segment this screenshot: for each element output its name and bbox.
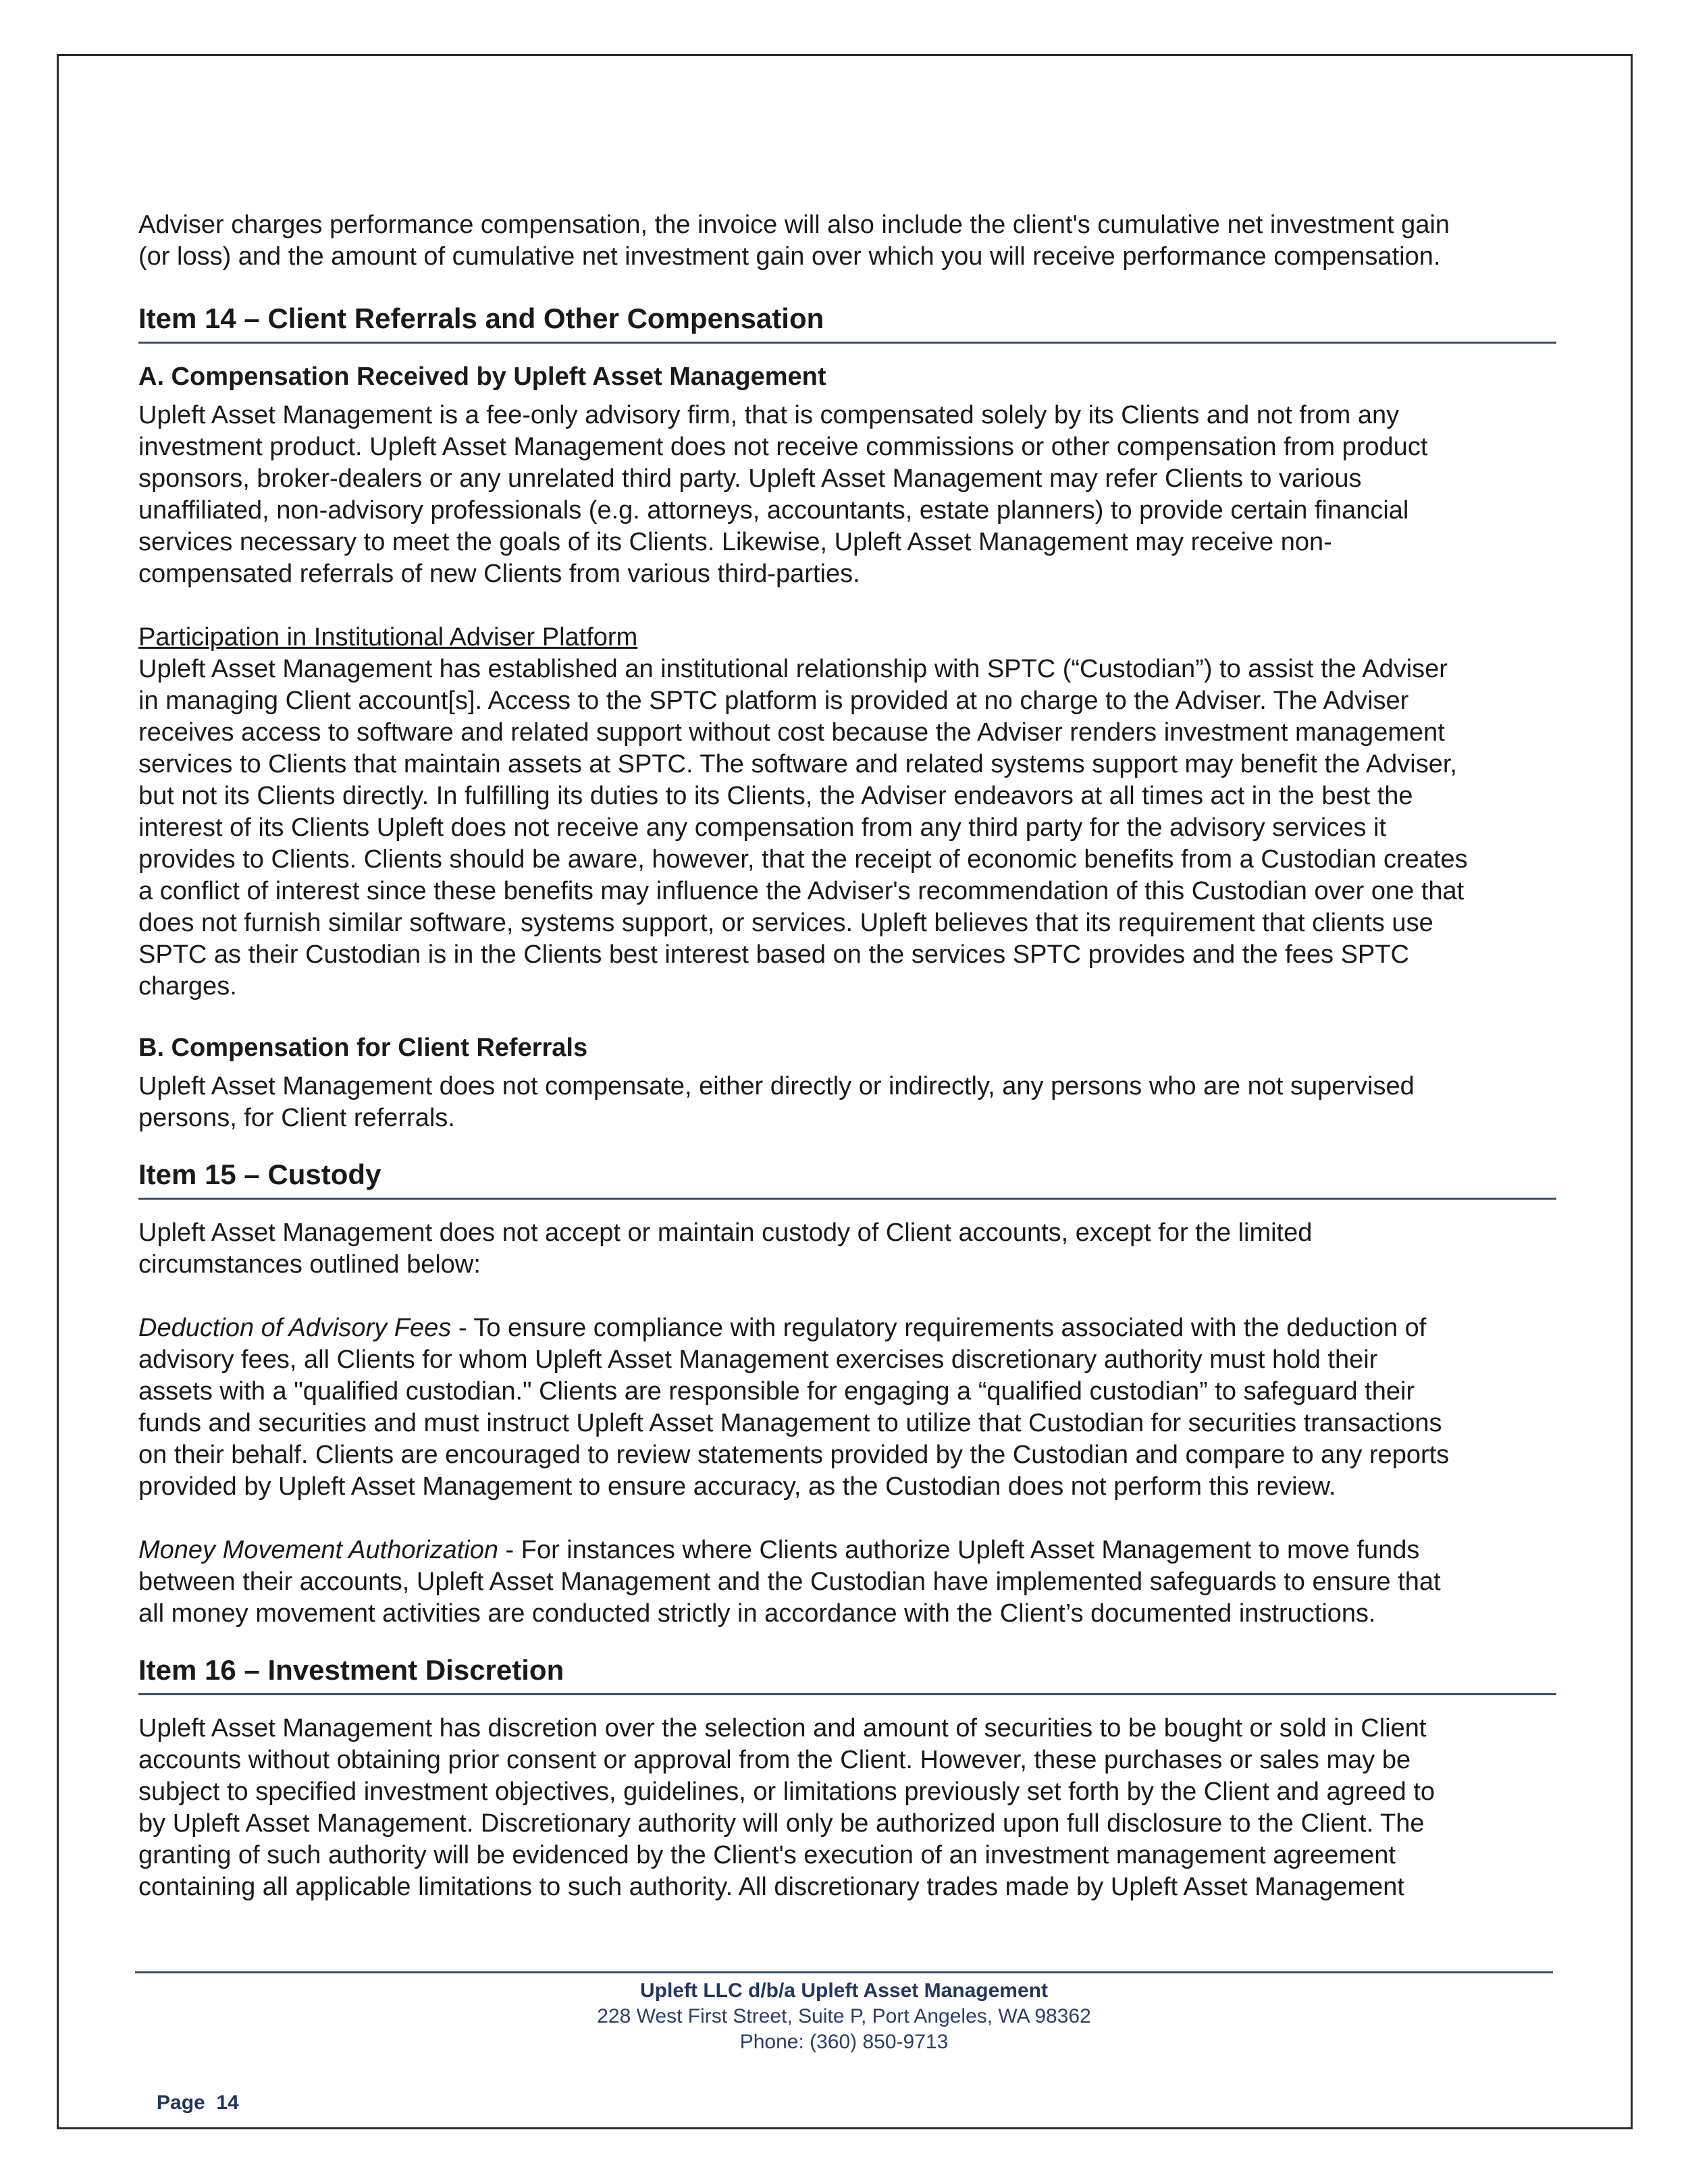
page-footer (135, 1978, 1553, 2055)
item-15-heading: Item 15 – Custody (138, 1157, 1556, 1200)
body-line: receives access to software and related support without cost because the Adviser renders investment management (138, 718, 1445, 747)
body-line: Upleft Asset Management does not compensate, either directly or indirectly, any persons who are not supervised (138, 1072, 1415, 1100)
intro-line-1: Adviser charges performance compensation, the invoice will also include the client's cumulative net investment gain (138, 211, 1450, 239)
body-line: all money movement activities are conducted strictly in accordance with the Client’s documented instructions. (138, 1599, 1376, 1628)
platform-heading: Participation in Institutional Adviser Platform (138, 623, 638, 651)
body-line: SPTC as their Custodian is in the Clients best interest based on the services SPTC provides and the fees SPTC (138, 940, 1409, 969)
footer-address: 228 West First Street, Suite P, Port Angeles, WA 98362 (597, 2005, 1091, 2027)
body-line: but not its Clients directly. In fulfilling its duties to its Clients, the Adviser endeavors at all times act in the best the (138, 782, 1413, 810)
deduction-first-line: - To ensure compliance with regulatory requirements associated with the deduction of (451, 1314, 1427, 1342)
body-line: Upleft Asset Management has discretion over the selection and amount of securities to be bought or sold in Client (138, 1714, 1427, 1742)
money-movement-first-line: - For instances where Clients authorize Upleft Asset Management to move funds (498, 1536, 1420, 1564)
body-line: services necessary to meet the goals of its Clients. Likewise, Upleft Asset Management may receive non- (138, 528, 1332, 556)
body-line: granting of such authority will be evidenced by the Client's execution of an investment management agreement (138, 1841, 1396, 1869)
body-line: between their accounts, Upleft Asset Management and the Custodian have implemented safeguards to ensure that (138, 1568, 1441, 1596)
body-line: on their behalf. Clients are encouraged to review statements provided by the Custodian and compare to any reports (138, 1441, 1450, 1469)
body-line: circumstances outlined below: (138, 1250, 481, 1279)
body-line: advisory fees, all Clients for whom Upleft Asset Management exercises discretionary authority must hold their (138, 1346, 1378, 1374)
body-line: containing all applicable limitations to such authority. All discretionary trades made by Upleft Asset Management (138, 1873, 1404, 1901)
body-line: interest of its Clients Upleft does not receive any compensation from any third party for the advisory services it (138, 814, 1387, 842)
body-line: assets with a "qualified custodian." Clients are responsible for engaging a “qualified custodian” to safeguard their (138, 1377, 1415, 1406)
body-line: sponsors, broker-dealers or any unrelated third party. Upleft Asset Management may refer Clients to various (138, 464, 1362, 493)
item-16-heading: Item 16 – Investment Discretion (138, 1653, 1556, 1695)
discretion-body (138, 1713, 1556, 1903)
body-line (138, 1312, 1556, 1344)
body-line: services to Clients that maintain assets at SPTC. The software and related systems support may benefit the Adviser, (138, 750, 1457, 778)
section-b-body (138, 1071, 1556, 1134)
footer-divider (135, 1971, 1553, 1973)
body-line: provides to Clients. Clients should be aware, however, that the receipt of economic benefits from a Custodian creates (138, 845, 1468, 874)
section-a-heading: A. Compensation Received by Upleft Asset Management (138, 363, 826, 391)
deduction-label: Deduction of Advisory Fees (138, 1314, 452, 1342)
body-line: in managing Client account[s]. Access to the SPTC platform is provided at no charge to the Adviser. The Adviser (138, 687, 1409, 715)
section-b-heading: B. Compensation for Client Referrals (138, 1034, 588, 1062)
money-movement-paragraph (138, 1535, 1556, 1630)
body-line: Upleft Asset Management has established an institutional relationship with SPTC (“Custodian”) to assist the Adviser (138, 655, 1448, 683)
custody-intro (138, 1217, 1556, 1281)
footer-phone: Phone: (360) 850-9713 (739, 2031, 949, 2053)
body-line: charges. (138, 972, 237, 1001)
body-line: provided by Upleft Asset Management to ensure accuracy, as the Custodian does not perform this review. (138, 1472, 1336, 1501)
body-line (138, 1535, 1556, 1566)
deduction-paragraph (138, 1312, 1556, 1503)
body-line: subject to specified investment objectives, guidelines, or limitations previously set forth by the Client and agreed to (138, 1778, 1435, 1806)
platform-body (138, 654, 1556, 1003)
body-line: persons, for Client referrals. (138, 1104, 455, 1132)
page-number: Page 14 (157, 2092, 239, 2114)
body-line: a conflict of interest since these benefits may influence the Adviser's recommendation of this Custodian over one that (138, 877, 1465, 905)
body-line: unaffiliated, non-advisory professionals (e.g. attorneys, accountants, estate planners) to provide certain financial (138, 496, 1409, 525)
body-line: funds and securities and must instruct Upleft Asset Management to utilize that Custodian for securities transactions (138, 1409, 1442, 1437)
page-content (138, 209, 1556, 1903)
body-line: by Upleft Asset Management. Discretionary authority will only be authorized upon full disclosure to the Client. The (138, 1809, 1425, 1838)
money-movement-label: Money Movement Authorization (138, 1536, 498, 1564)
body-line: investment product. Upleft Asset Management does not receive commissions or other compensation from product (138, 433, 1428, 461)
section-a-body (138, 400, 1556, 590)
body-line: Upleft Asset Management does not accept or maintain custody of Client accounts, except for the limited (138, 1219, 1313, 1247)
footer-firm-name: Upleft LLC d/b/a Upleft Asset Management (640, 1979, 1048, 2002)
intro-line-2: (or loss) and the amount of cumulative net investment gain over which you will receive performance compensation. (138, 242, 1441, 271)
body-line: Upleft Asset Management is a fee-only advisory firm, that is compensated solely by its Clients and not from any (138, 401, 1400, 429)
body-line: does not furnish similar software, systems support, or services. Upleft believes that its requirement that clients use (138, 909, 1433, 937)
item-14-heading: Item 14 – Client Referrals and Other Compensation (138, 301, 1556, 344)
body-line: accounts without obtaining prior consent or approval from the Client. However, these purchases or sales may be (138, 1746, 1411, 1774)
body-line: compensated referrals of new Clients from various third-parties. (138, 560, 860, 588)
